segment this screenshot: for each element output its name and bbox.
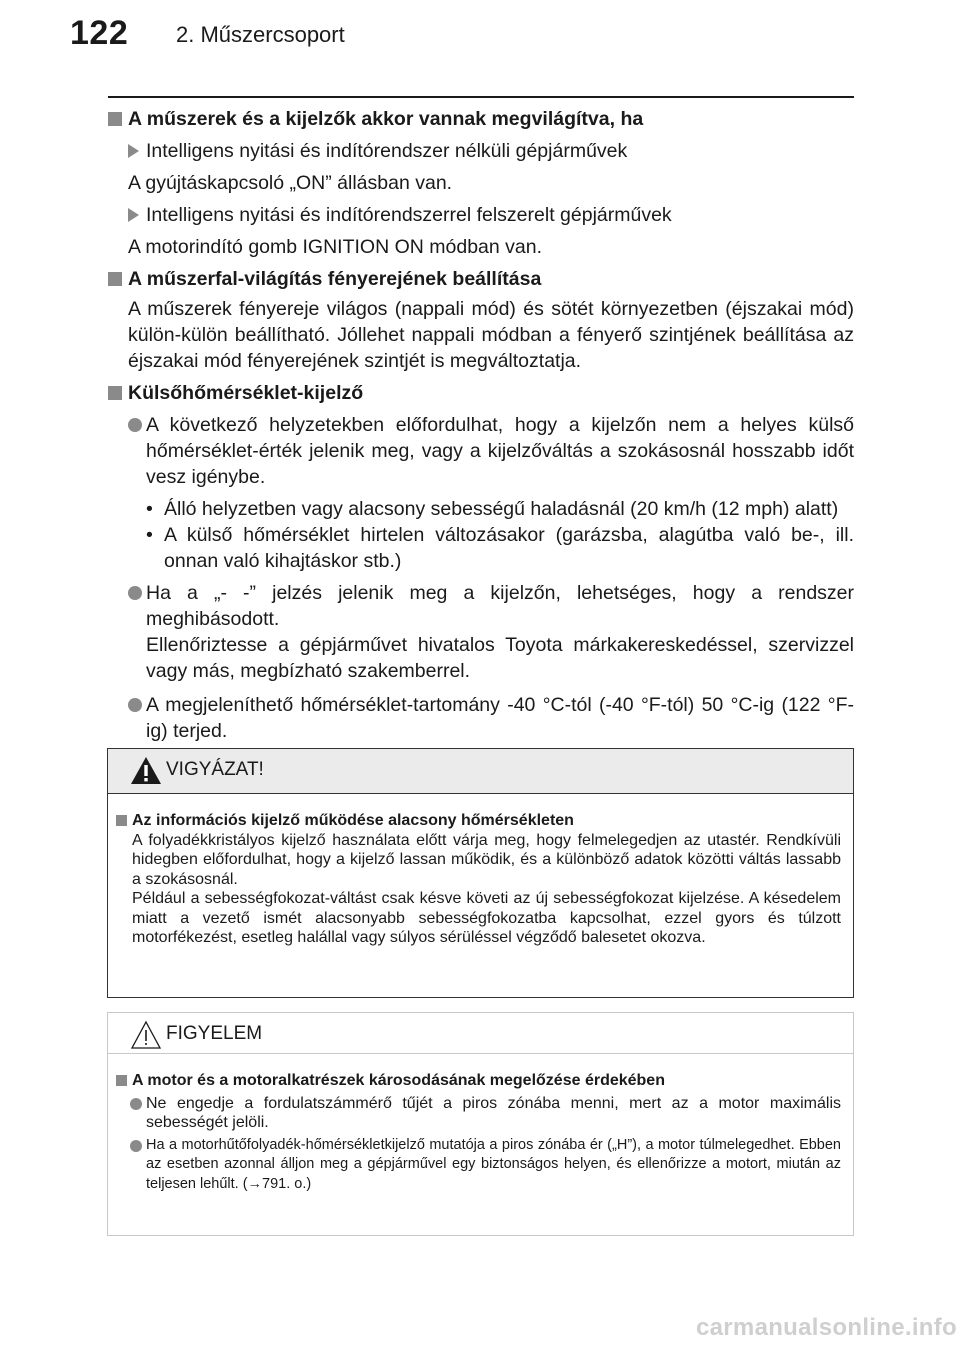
- list-item-text: Ne engedje a fordulatszámmérő tűjét a piros zónába menni, mert az a motor maximális sebességét jelöli.: [146, 1094, 841, 1131]
- square-bullet-icon: [108, 112, 122, 126]
- list-item: [108, 580, 854, 684]
- sub-list-item-text: A külső hőmérséklet hirtelen változásakor (garázsba, alagútba való be-, ill. onnan való kihajtáskor stb.): [164, 524, 854, 572]
- square-bullet-icon: [108, 272, 122, 286]
- square-bullet-icon: [116, 1075, 127, 1086]
- list-item-text: Ha a „- -” jelzés jelenik meg a kijelzőn, lehetséges, hogy a rendszer meghibásodott.: [146, 582, 854, 630]
- caution-paragraph: A folyadékkristályos kijelző használata előtt várja meg, hogy felmelegedjen az utastér. Rendkívüli hidegben előfordulhat, hogy a kijelző lassan működik, és a különböző adatok közötti váltás lassabb a szokásosnál.: [132, 831, 841, 888]
- list-item-text: Ellenőriztesse a gépjárművet hivatalos Toyota márkakereskedéssel, szervizzel vagy más, megbízható szakemberrel.: [146, 634, 854, 682]
- section-heading-brightness: [108, 266, 854, 292]
- caution-heading-text: Az információs kijelző működése alacsony hőmérsékleten: [132, 812, 574, 829]
- triangle-bullet-icon: [128, 144, 139, 158]
- watermark: carmanualsonline.info: [696, 1314, 958, 1341]
- square-bullet-icon: [108, 386, 122, 400]
- notice-heading: [116, 1071, 841, 1091]
- chapter-title: 2. Műszercsoport: [176, 22, 345, 47]
- caution-title: VIGYÁZAT!: [166, 759, 264, 780]
- circle-bullet-icon: [128, 418, 142, 432]
- case2-text: A motorindító gomb IGNITION ON módban van.: [128, 236, 543, 258]
- caution-heading: [116, 811, 841, 831]
- list-item: [108, 692, 854, 744]
- warning-outline-icon: [130, 1019, 162, 1051]
- bullet-icon: •: [146, 524, 153, 546]
- circle-bullet-icon: [128, 586, 142, 600]
- page-number: 122: [70, 14, 129, 52]
- case-label: [108, 202, 854, 228]
- case1-label-text: Intelligens nyitási és indítórendszer nélküli gépjárművek: [146, 140, 628, 162]
- section-heading-illumination: [108, 106, 854, 132]
- list-item: [108, 412, 854, 490]
- section-heading-text: A műszerek és a kijelzők akkor vannak megvilágítva, ha: [128, 108, 644, 130]
- case-label: [108, 138, 854, 164]
- list-item-text: A következő helyzetekben előfordulhat, hogy a kijelzőn nem a helyes külső hőmérséklet-érték jelenik meg, vagy a kijelzőváltás a szokásosnál hosszabb időt vesz igénybe.: [146, 414, 854, 488]
- list-item-text: Ha a motorhűtőfolyadék-hőmérsékletkijelző mutatója a piros zónába ér („H”), a motor túlmelegedhet. Ebben az esetben azonnal álljon meg a gépjárművel egy biztonságos helyen, és ellenőrizze a motort, miután az teljesen lehűlt. (→791. o.): [146, 1136, 841, 1192]
- caution-box: [107, 748, 854, 998]
- warning-triangle-icon: [130, 755, 162, 787]
- list-item: [116, 1136, 841, 1195]
- notice-heading-text: A motor és a motoralkatrészek károsodásának megelőzése érdekében: [132, 1072, 665, 1089]
- notice-title: FIGYELEM: [166, 1023, 263, 1044]
- sub-list-item: [108, 522, 854, 574]
- square-bullet-icon: [116, 815, 127, 826]
- circle-bullet-icon: [128, 698, 142, 712]
- caution-header: [108, 749, 853, 794]
- notice-header: [108, 1013, 853, 1054]
- case1-text: A gyújtáskapcsoló „ON” állásban van.: [128, 172, 453, 194]
- caution-body: [116, 811, 841, 948]
- notice-body: [116, 1071, 841, 1194]
- sub-list-item-text: Álló helyzetben vagy alacsony sebességű haladásnál (20 km/h (12 mph) alatt): [164, 498, 839, 520]
- case2-label-text: Intelligens nyitási és indítórendszerrel felszerelt gépjárművek: [146, 204, 672, 226]
- bullet-icon: •: [146, 498, 153, 520]
- notice-box: [107, 1012, 854, 1236]
- sub-list-item: [108, 496, 854, 522]
- circle-bullet-icon: [130, 1098, 142, 1110]
- circle-bullet-icon: [130, 1140, 142, 1152]
- brightness-text: A műszerek fényereje világos (nappali mód) és sötét környezetben (éjszakai mód) külön-külön beállítható. Jóllehet nappali módban a fényerő szintjének beállítása az éjszakai mód fényerejének szintjét is megváltoztatja.: [128, 298, 854, 372]
- header-divider: [108, 96, 854, 98]
- caution-paragraph: Például a sebességfokozat-váltást csak késve követi az új sebességfokozat kijelzése. A késedelem miatt a vezető ismét alacsonyabb sebességfokozatba kapcsolhat, ezzel gyors és túlzott motorfékezést, esetleg halállal vagy súlyos sérüléssel végződő balesetet okozva.: [132, 890, 841, 946]
- list-item-text: A megjeleníthető hőmérséklet-tartomány -40 °C-tól (-40 °F-tól) 50 °C-ig (122 °F-ig) terjed.: [146, 694, 854, 742]
- section-heading-outside-temp: [108, 380, 854, 406]
- triangle-bullet-icon: [128, 208, 139, 222]
- section-heading-text: A műszerfal-világítás fényerejének beállítása: [128, 268, 542, 290]
- main-content: [108, 106, 854, 744]
- section-heading-text: Külsőhőmérséklet-kijelző: [128, 382, 364, 404]
- list-item: [116, 1094, 841, 1133]
